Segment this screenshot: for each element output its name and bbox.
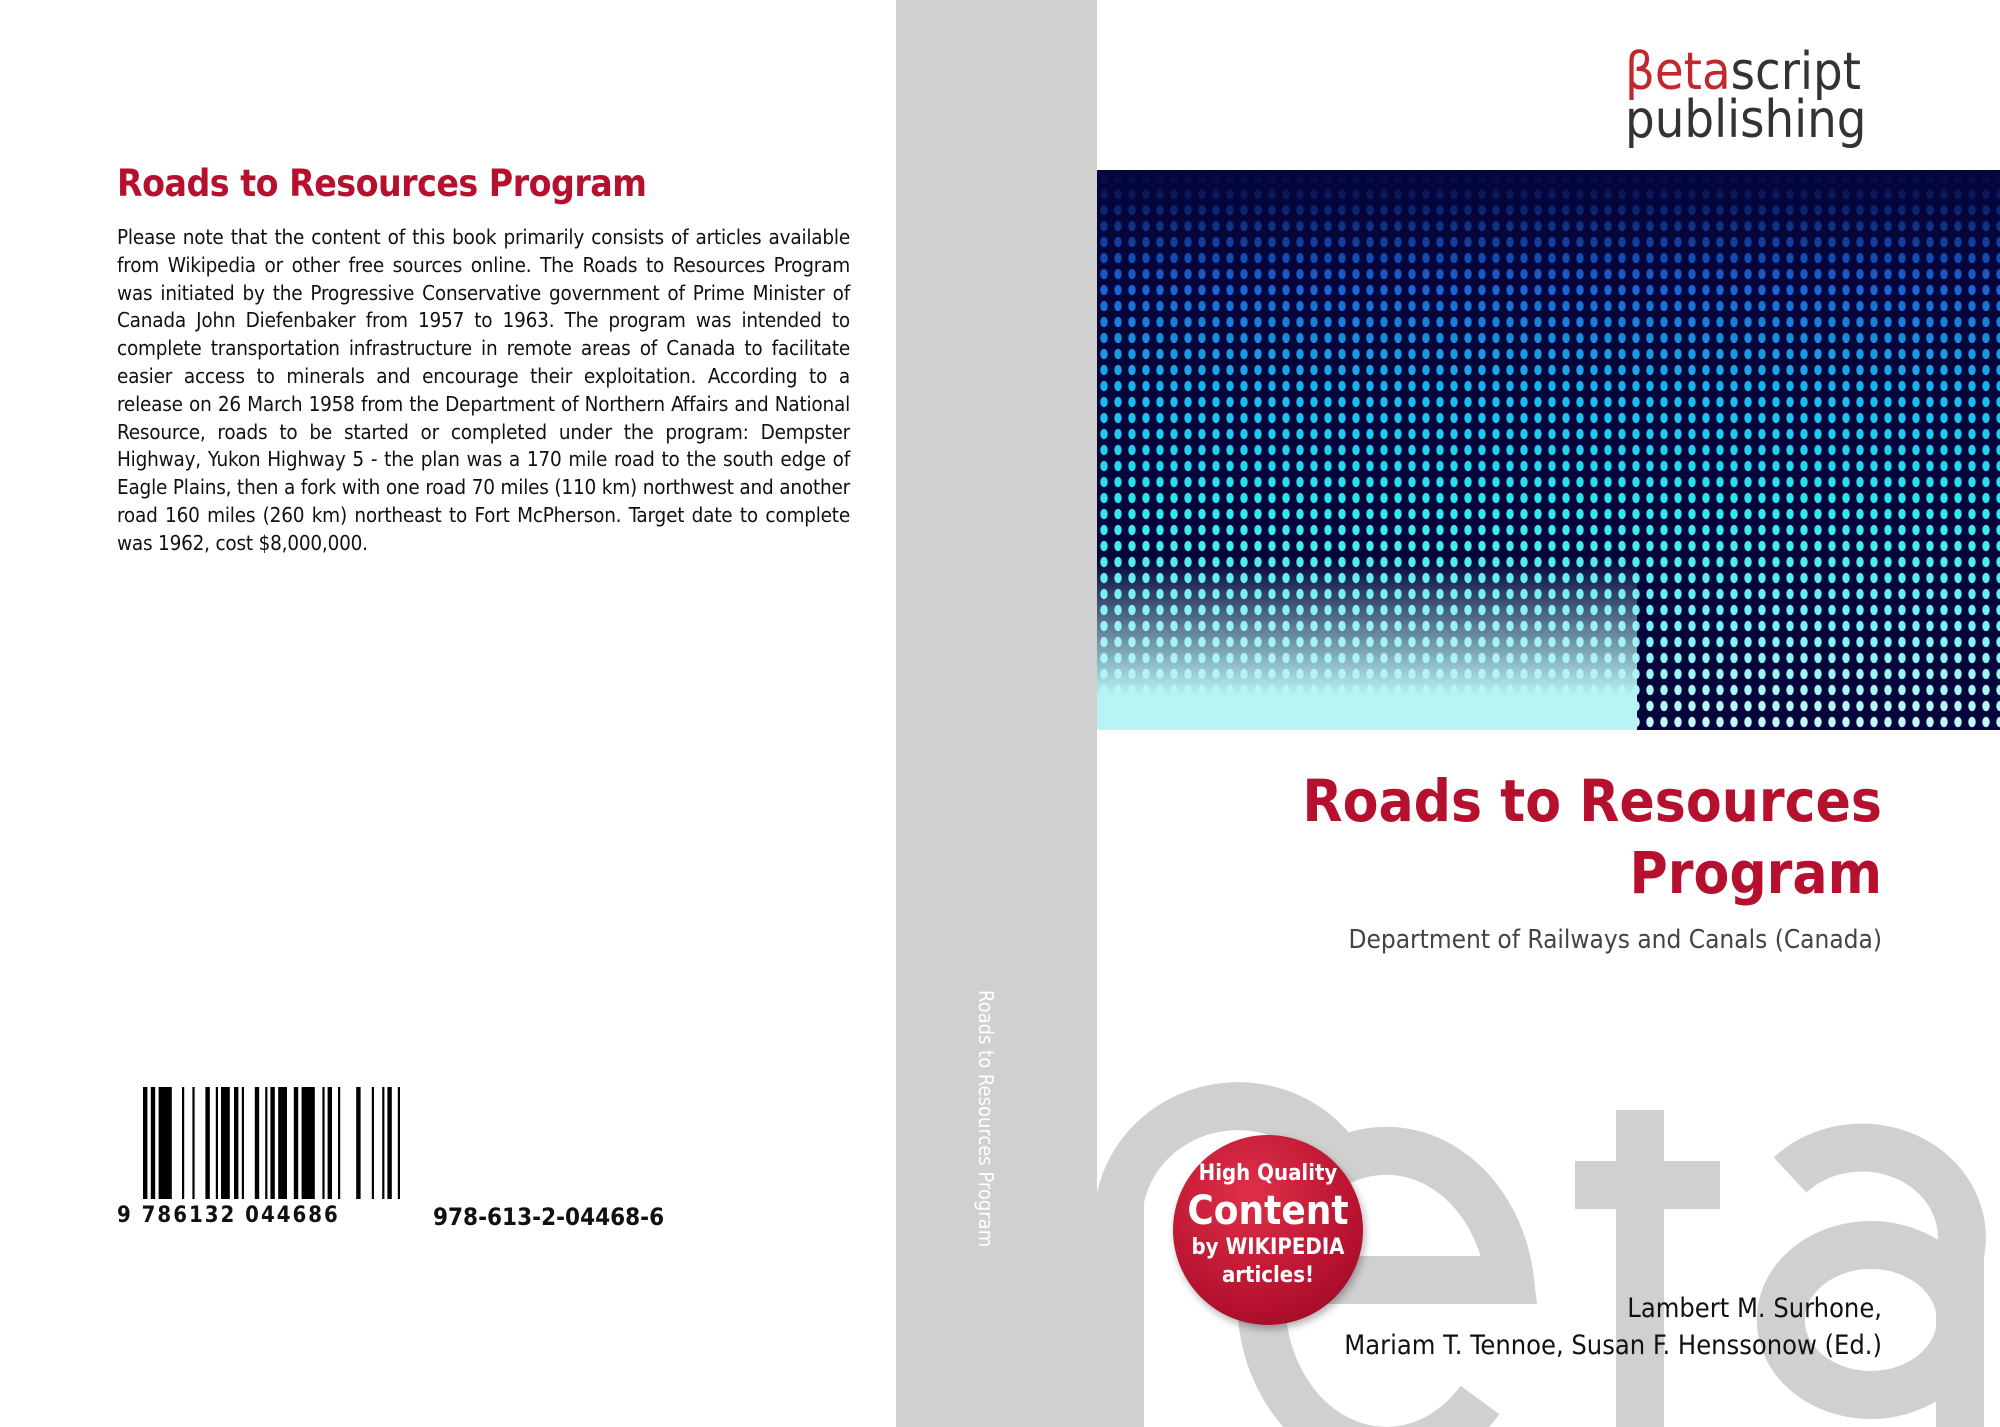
barcode-bar bbox=[265, 1087, 267, 1199]
barcode-bar bbox=[205, 1087, 209, 1199]
barcode-bar bbox=[398, 1087, 400, 1199]
barcode-digits: 9 786132 044686 bbox=[117, 1203, 340, 1228]
barcode-bar bbox=[255, 1087, 259, 1199]
authors-line-2: Mariam T. Tennoe, Susan F. Henssonow (Ed.) bbox=[1344, 1330, 1882, 1361]
authors-line-1: Lambert M. Surhone, bbox=[1627, 1293, 1882, 1324]
barcode-bar bbox=[182, 1087, 184, 1199]
badge-line-3: by WIKIPEDIA bbox=[1191, 1235, 1345, 1260]
barcode-bar bbox=[382, 1087, 384, 1199]
logo-beta: βeta bbox=[1625, 42, 1731, 102]
barcode-bar bbox=[356, 1087, 360, 1199]
barcode-bar bbox=[159, 1087, 172, 1199]
barcode-bar bbox=[387, 1087, 391, 1199]
barcode-bar bbox=[372, 1087, 374, 1199]
title-line-1: Roads to Resources bbox=[1302, 767, 1882, 835]
back-cover-description: Please note that the content of this book primarily consists of articles available from Wikipedia or other free sources online. The Roads to Resources Program was initiated by the Progressive Conservative government of Prime Minister of Canada John Diefenbaker from 1957 to 1963. The program was intended to complete transportation infrastructure in remote areas of Canada to facilitate easier access to minerals and encourage their exploitation. According to a release on 26 March 1958 from the Department of Northern Affairs and National Resource, roads to be started or completed under the program: Dempster Highway, Yukon Highway 5 - the plan was a 170 mile road to the south edge of Eagle Plains, then a fork with one road 70 miles (110 km) northwest and another road 160 miles (260 km) northeast to Fort McPherson. Target date to complete was 1962, cost $8,000,000. bbox=[117, 225, 850, 555]
back-cover-title: Roads to Resources Program bbox=[117, 162, 647, 205]
badge-line-2: Content bbox=[1187, 1188, 1349, 1234]
barcode-bar bbox=[151, 1087, 155, 1199]
barcode-bar bbox=[221, 1087, 230, 1199]
barcode-bar bbox=[322, 1087, 324, 1199]
barcode-bar bbox=[328, 1087, 332, 1199]
barcode-bar bbox=[143, 1087, 147, 1199]
badge-line-1: High Quality bbox=[1198, 1161, 1338, 1186]
title-line-2: Program bbox=[1629, 839, 1882, 907]
barcode-bar bbox=[294, 1087, 298, 1199]
isbn: 978-613-2-04468-6 bbox=[433, 1203, 665, 1231]
barcode-bar bbox=[338, 1087, 340, 1199]
publisher-logo bbox=[1625, 42, 1867, 150]
barcode-bar bbox=[242, 1087, 244, 1199]
front-cover-title bbox=[1302, 765, 1882, 909]
logo-publishing: publishing bbox=[1625, 90, 1867, 150]
spine-title: Roads to Resources Program bbox=[974, 990, 998, 1248]
barcode-bar bbox=[216, 1087, 218, 1199]
barcode-bar bbox=[278, 1087, 287, 1199]
logo-script: script bbox=[1730, 42, 1862, 102]
authors bbox=[1344, 1290, 1882, 1364]
badge-line-4: articles! bbox=[1221, 1263, 1315, 1288]
cover-image-fade bbox=[1097, 560, 1637, 730]
quality-badge-text bbox=[1168, 1160, 1368, 1290]
barcode-bar bbox=[234, 1087, 238, 1199]
front-cover-subtitle: Department of Railways and Canals (Canada) bbox=[1348, 925, 1882, 955]
barcode-bar bbox=[302, 1087, 315, 1199]
barcode-bar bbox=[270, 1087, 274, 1199]
barcode-bar bbox=[192, 1087, 194, 1199]
